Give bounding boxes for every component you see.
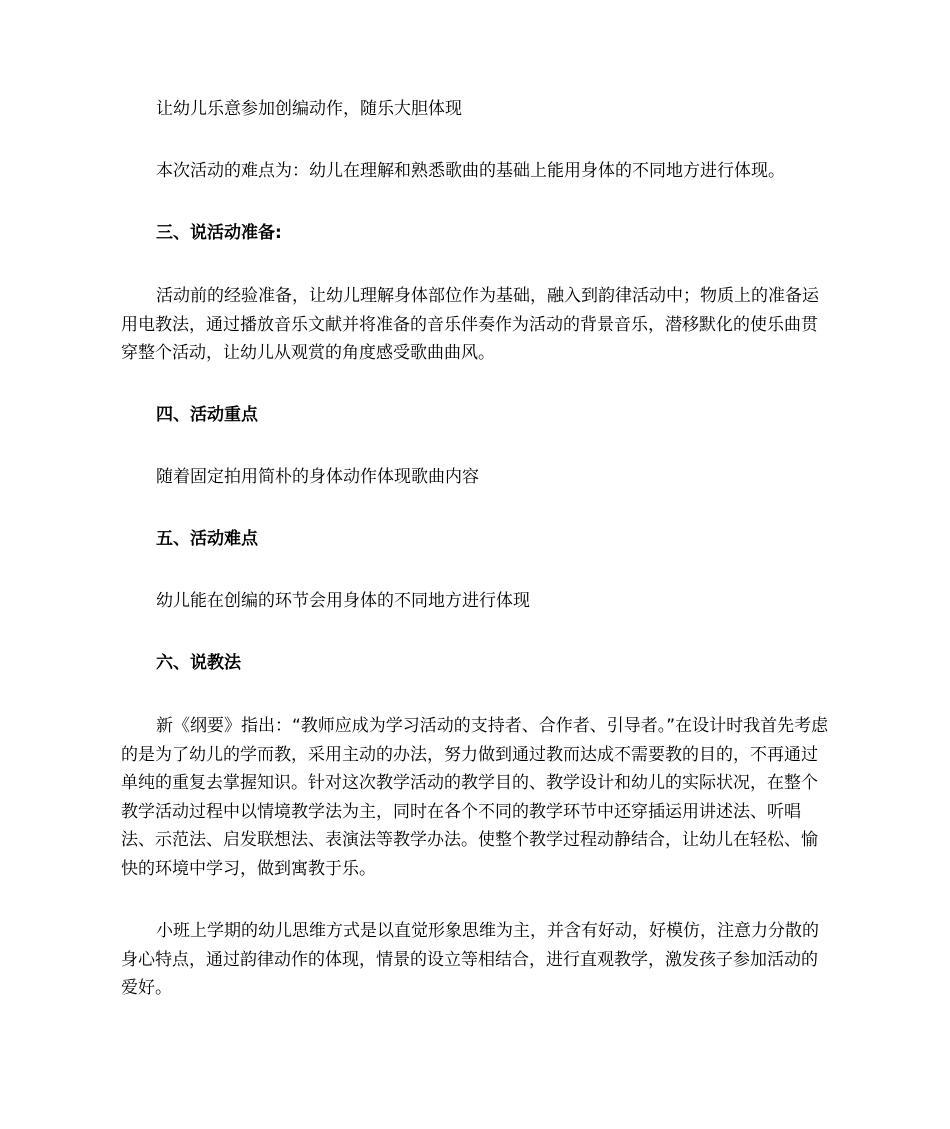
- heading-key-points: 四、活动重点: [156, 405, 258, 425]
- heading-preparation: 三、说活动准备:: [156, 223, 282, 243]
- paragraph-2: 本次活动的难点为：幼儿在理解和熟悉歌曲的基础上能用身体的不同地方进行体现。: [156, 161, 785, 181]
- heading-difficulties: 五、活动难点: [156, 529, 258, 549]
- paragraph-teaching-method: 新《纲要》指出：“教师应成为学习活动的支持者、合作者、引导者。”在设计时我首先考虑的是为了幼儿的学而教，采用主动的办法，努力做到通过教而达成不需要教的目的，不再通过单纯的重复去掌握知识。针对这次教学活动的教学目的、教学设计和幼儿的实际状况，在整个教学活动过程中以情境教学法为主，同时在各个不同的教学环节中还穿插运用讲述法、听唱法、示范法、启发联想法、表演法等教学办法。使整个教学过程动静结合，让幼儿在轻松、愉快的环境中学习，做到寓教于乐。: [121, 716, 829, 879]
- paragraph-1: 让幼儿乐意参加创编动作，随乐大胆体现: [156, 99, 462, 119]
- paragraph-key-points: 随着固定拍用简朴的身体动作体现歌曲内容: [156, 467, 479, 487]
- paragraph-difficulties: 幼儿能在创编的环节会用身体的不同地方进行体现: [156, 591, 530, 611]
- paragraph-preparation: 活动前的经验准备，让幼儿理解身体部位作为基础，融入到韵律活动中；物质上的准备运用电教法，通过播放音乐文献并将准备的音乐伴奏作为活动的背景音乐，潜移默化的使乐曲贯穿整个活动，让幼儿从观赏的角度感受歌曲曲风。: [121, 286, 819, 363]
- heading-teaching-method: 六、说教法: [156, 653, 241, 673]
- paragraph-child-traits: 小班上学期的幼儿思维方式是以直觉形象思维为主，并含有好动，好模仿，注意力分散的身心特点，通过韵律动作的体现，情景的设立等相结合，进行直观教学，激发孩子参加活动的爱好。: [121, 921, 819, 998]
